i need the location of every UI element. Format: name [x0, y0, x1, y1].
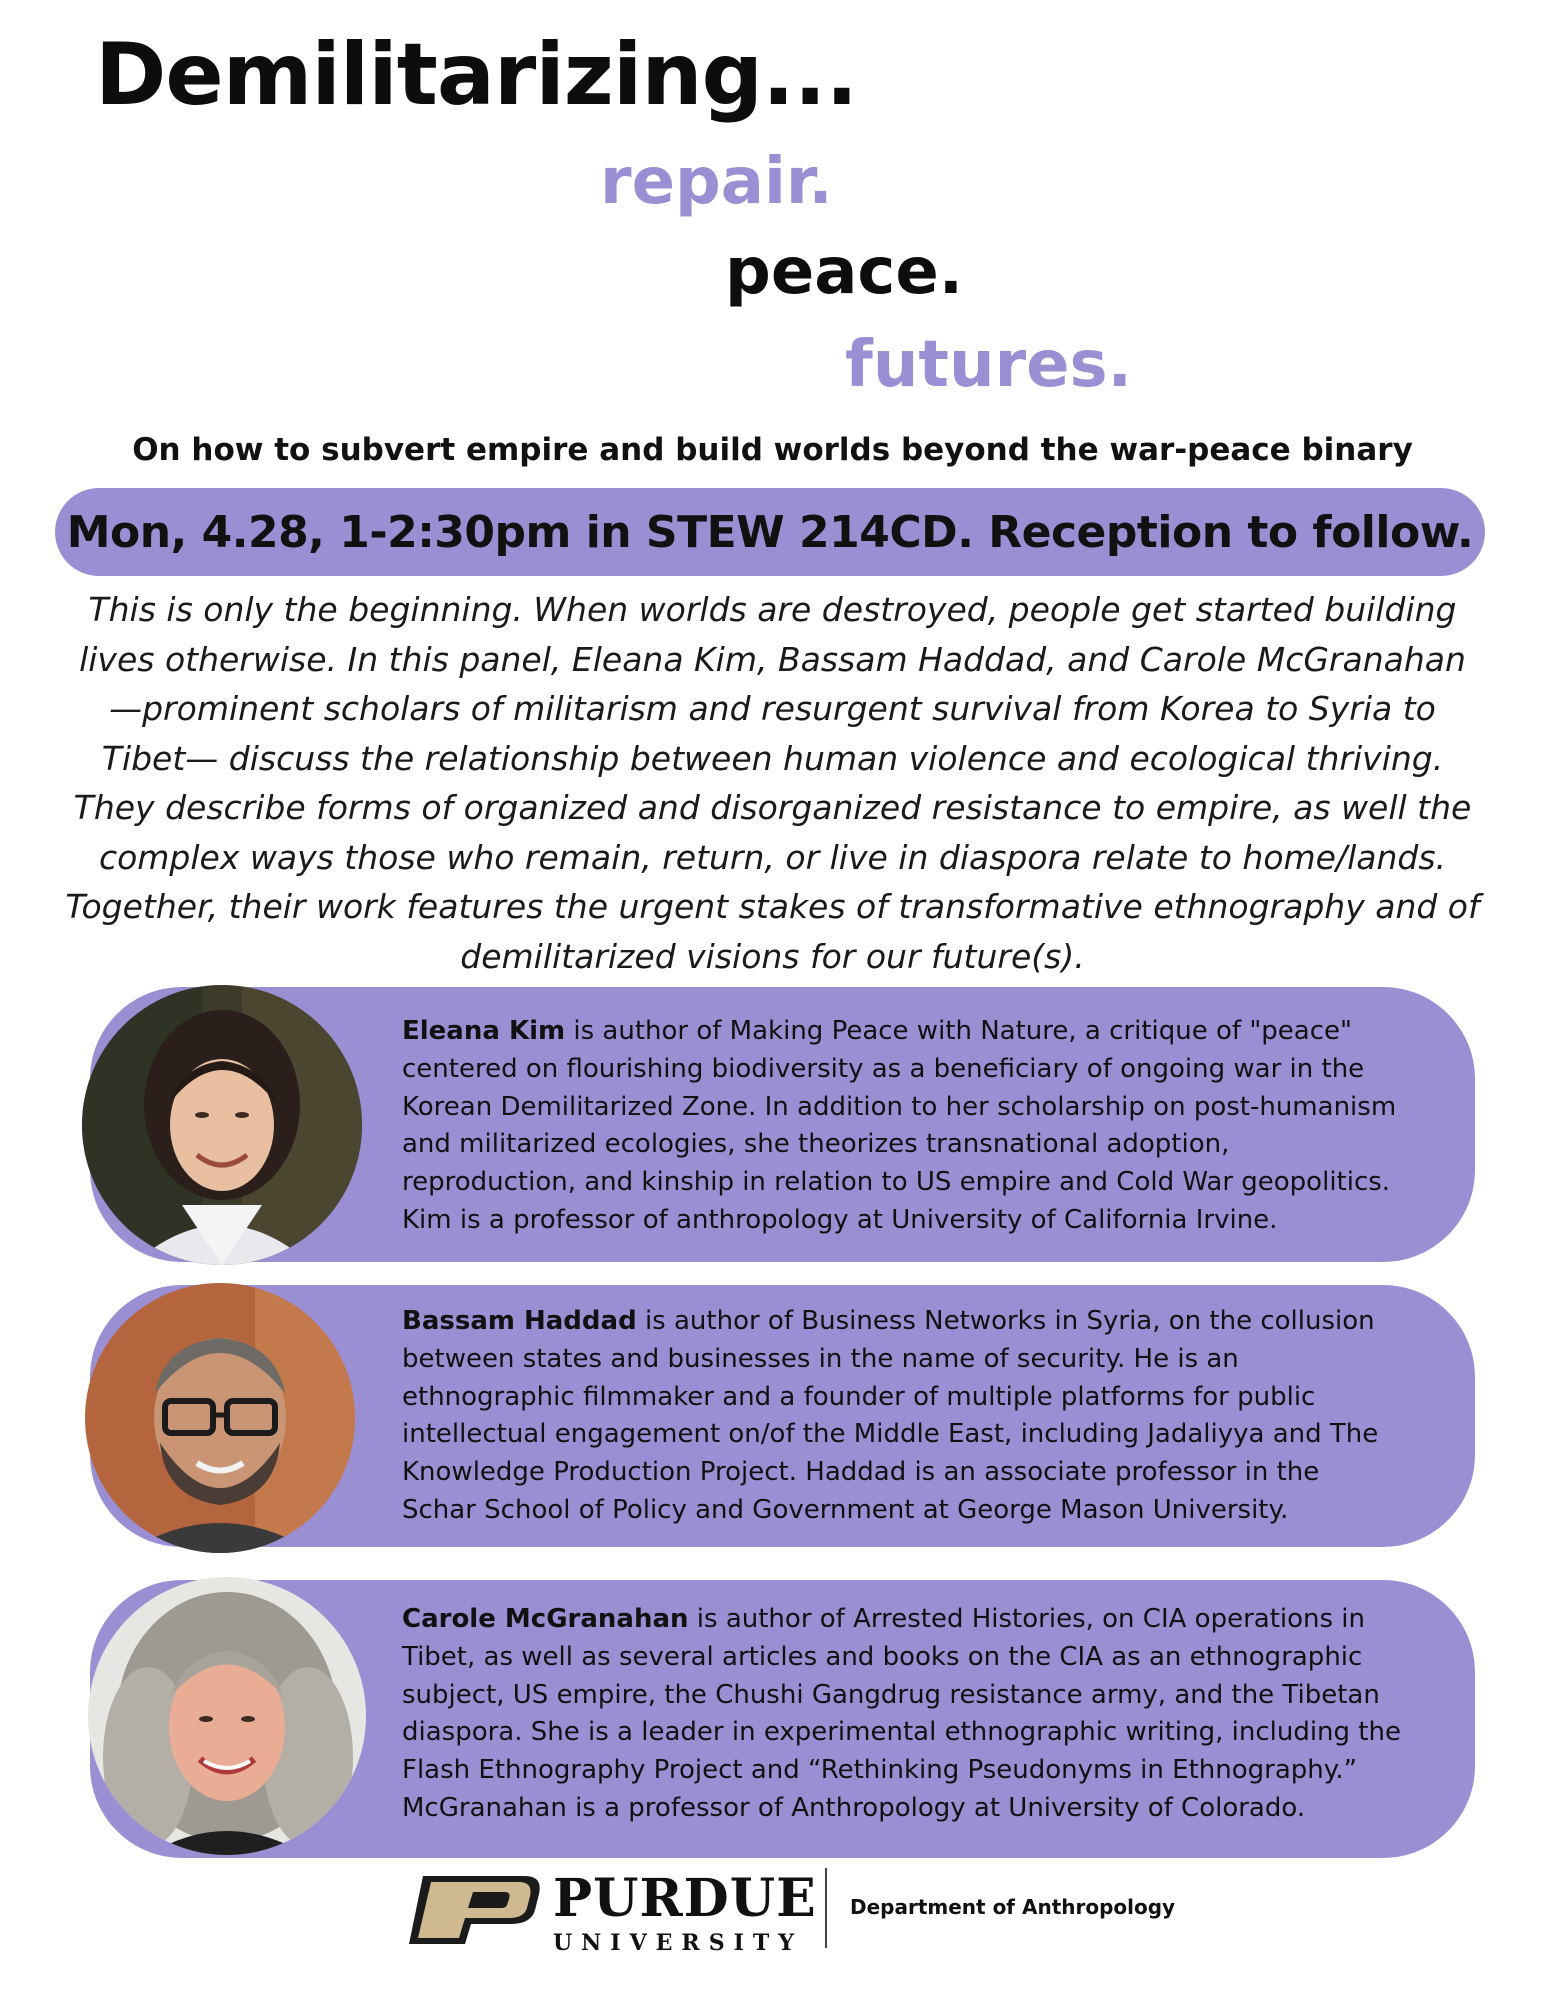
university-name: PURDUE	[553, 1868, 817, 1929]
bio-line: between states and businesses in the name of security. He is an	[402, 1343, 1239, 1374]
speaker-photo-bassam-haddad	[85, 1283, 355, 1553]
purdue-p-logo-icon	[405, 1872, 545, 1951]
poster-title: Demilitarizing...	[95, 25, 858, 125]
event-details-text: Mon, 4.28, 1-2:30pm in STEW 214CD. Reception to follow.	[66, 506, 1474, 558]
speaker-photo-carole-mcgranahan	[88, 1577, 366, 1855]
department-name: Department of Anthropology	[850, 1895, 1176, 1919]
bio-text: is author of Business Networks in Syria, on the collusion	[636, 1306, 1375, 1336]
footer-divider	[825, 1868, 827, 1948]
university-word: UNIVERSITY	[553, 1930, 803, 1956]
headline-word-futures: futures.	[845, 328, 1132, 402]
event-description	[30, 585, 1515, 981]
speaker-name: Carole McGranahan	[402, 1604, 689, 1634]
speaker-bio-bassam-haddad	[402, 1303, 1472, 1530]
bio-text: is author of Making Peace with Nature, a critique of "peace"	[565, 1016, 1352, 1046]
description-line: demilitarized visions for our future(s).	[460, 936, 1085, 976]
speaker-photo-eleana-kim	[82, 985, 362, 1265]
bio-line: centered on flourishing biodiversity as a beneficiary of ongoing war in the	[402, 1053, 1365, 1084]
description-line: complex ways those who remain, return, or live in diaspora relate to home/lands.	[98, 837, 1447, 877]
description-line: They describe forms of organized and disorganized resistance to empire, as well the	[73, 788, 1472, 827]
description-line: Together, their work features the urgent stakes of transformative ethnography and of	[65, 887, 1480, 926]
bio-line: Tibet, as well as several articles and books on the CIA as an ethnographic	[402, 1641, 1363, 1672]
bio-first-line	[402, 1303, 1472, 1341]
bio-line: and militarized ecologies, she theorizes transnational adoption,	[402, 1129, 1230, 1160]
speaker-name: Eleana Kim	[402, 1016, 566, 1046]
event-details-banner	[55, 488, 1485, 576]
bio-line: McGranahan is a professor of Anthropology at University of Colorado.	[402, 1792, 1306, 1823]
bio-line: Schar School of Policy and Government at George Mason University.	[402, 1494, 1289, 1525]
bio-line: ethnographic filmmaker and a founder of multiple platforms for public	[402, 1381, 1316, 1412]
bio-line: intellectual engagement on/of the Middle East, including Jadaliyya and The	[402, 1419, 1379, 1450]
speaker-bio-eleana-kim	[402, 1013, 1472, 1240]
headline-word-repair: repair.	[600, 145, 833, 219]
description-line: —prominent scholars of militarism and resurgent survival from Korea to Syria to	[109, 689, 1436, 728]
bio-line: subject, US empire, the Chushi Gangdrug resistance army, and the Tibetan	[402, 1679, 1380, 1710]
bio-line: diaspora. She is a leader in experimental ethnographic writing, including the	[402, 1717, 1401, 1748]
speaker-name: Bassam Haddad	[402, 1306, 637, 1336]
description-line: Tibet— discuss the relationship between human violence and ecological thriving.	[101, 738, 1444, 778]
headline-word-peace: peace.	[725, 235, 964, 309]
bio-text: is author of Arrested Histories, on CIA operations in	[688, 1604, 1366, 1634]
bio-first-line	[402, 1013, 1472, 1051]
bio-line: Korean Demilitarized Zone. In addition to her scholarship on post-humanism	[402, 1091, 1397, 1122]
bio-line: Flash Ethnography Project and “Rethinking Pseudonyms in Ethnography.”	[402, 1755, 1358, 1786]
bio-line: Knowledge Production Project. Haddad is an associate professor in the	[402, 1457, 1320, 1488]
description-line: lives otherwise. In this panel, Eleana Kim, Bassam Haddad, and Carole McGranahan	[79, 639, 1466, 679]
speaker-bio-carole-mcgranahan	[402, 1601, 1472, 1828]
poster-subtitle: On how to subvert empire and build worlds beyond the war-peace binary	[132, 432, 1413, 468]
description-line: This is only the beginning. When worlds are destroyed, people get started building	[88, 590, 1457, 629]
bio-first-line	[402, 1601, 1472, 1639]
bio-line: Kim is a professor of anthropology at University of California Irvine.	[402, 1204, 1278, 1235]
bio-line: reproduction, and kinship in relation to US empire and Cold War geopolitics.	[402, 1167, 1391, 1198]
